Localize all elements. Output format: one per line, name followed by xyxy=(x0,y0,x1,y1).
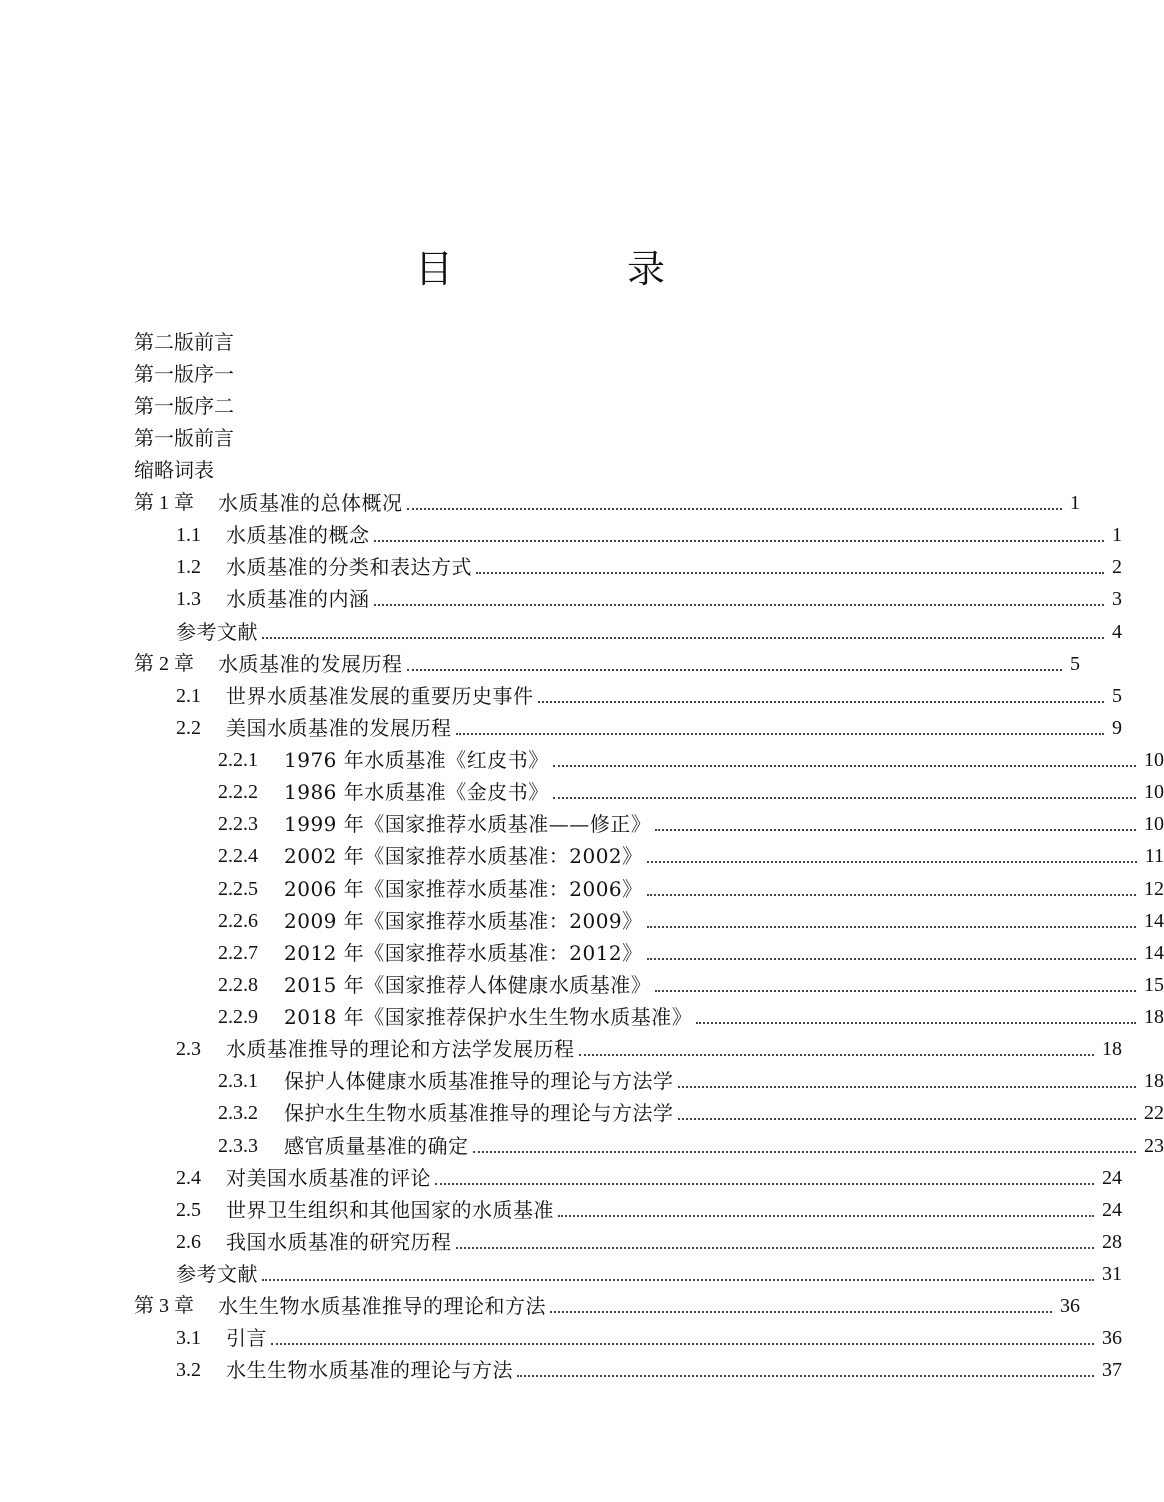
toc-dot-leader xyxy=(550,1311,1052,1313)
toc-page-number: 5 xyxy=(1070,652,1080,675)
front-matter-item[interactable]: 第一版前言 xyxy=(134,426,234,450)
front-matter-item[interactable]: 第一版序一 xyxy=(134,362,234,386)
toc-subsection-entry[interactable] xyxy=(0,808,1164,840)
toc-entry-number: 2.3.3 xyxy=(218,1134,258,1157)
toc-entry-title: 引言 xyxy=(226,1326,267,1351)
toc-subsection-entry[interactable] xyxy=(0,1130,1164,1162)
toc-entry-title: 对美国水质基准的评论 xyxy=(226,1165,431,1190)
toc-dot-leader xyxy=(647,894,1136,896)
toc-entry-title: 2015 年《国家推荐人体健康水质基准》 xyxy=(284,972,652,997)
toc-page-number: 28 xyxy=(1102,1230,1122,1253)
toc-chapter-entry[interactable] xyxy=(0,487,1080,519)
toc-entry-number: 第 1 章 xyxy=(134,492,194,515)
toc-section-entry[interactable] xyxy=(0,1354,1122,1386)
toc-entry-number: 第 3 章 xyxy=(134,1295,194,1318)
toc-section-entry[interactable] xyxy=(0,583,1122,615)
toc-entry-title: 保护水生生物水质基准推导的理论与方法学 xyxy=(284,1101,674,1126)
page-title: 目 录 xyxy=(414,247,733,291)
toc-dot-leader xyxy=(407,669,1063,671)
toc-dot-leader xyxy=(271,1343,1094,1345)
toc-entry-title: 水质基准的内涵 xyxy=(226,587,370,612)
toc-entry-number: 1.2 xyxy=(176,556,201,579)
toc-entry-title: 2009 年《国家推荐水质基准：2009》 xyxy=(284,908,643,933)
front-matter-item[interactable]: 第一版序二 xyxy=(134,394,234,418)
toc-section-entry[interactable] xyxy=(0,712,1122,744)
toc-dot-leader xyxy=(558,1215,1094,1217)
toc-subsection-entry[interactable] xyxy=(0,937,1164,969)
toc-entry-number: 2.5 xyxy=(176,1198,201,1221)
toc-entry-number: 3.2 xyxy=(176,1359,201,1382)
toc-entry-title: 世界水质基准发展的重要历史事件 xyxy=(226,683,534,708)
toc-entry-title: 水质基准的总体概况 xyxy=(218,491,403,516)
toc-section-entry[interactable] xyxy=(0,680,1122,712)
toc-entry-number: 2.1 xyxy=(176,684,201,707)
toc-page-number: 23 xyxy=(1144,1134,1164,1157)
toc-entry-number: 2.2.1 xyxy=(218,749,258,772)
toc-dot-leader xyxy=(517,1375,1094,1377)
toc-dot-leader xyxy=(553,797,1136,799)
toc-dot-leader xyxy=(456,733,1105,735)
toc-dot-leader xyxy=(579,1054,1095,1056)
toc-dot-leader xyxy=(374,540,1105,542)
toc-entry-title: 我国水质基准的研究历程 xyxy=(226,1229,452,1254)
toc-entry-title: 1999 年《国家推荐水质基准——修正》 xyxy=(284,812,652,837)
front-matter-item[interactable]: 缩略词表 xyxy=(134,458,214,482)
toc-entry-number: 2.2.5 xyxy=(218,877,258,900)
toc-chapter-entry[interactable] xyxy=(0,648,1080,680)
toc-page-number: 1 xyxy=(1112,524,1122,547)
toc-section-entry[interactable] xyxy=(0,1162,1122,1194)
toc-dot-leader xyxy=(435,1183,1094,1185)
toc-entry-title: 2002 年《国家推荐水质基准：2002》 xyxy=(284,844,643,869)
toc-entry-number: 2.2.2 xyxy=(218,781,258,804)
toc-entry-title: 感官质量基准的确定 xyxy=(284,1133,469,1158)
toc-dot-leader xyxy=(647,958,1136,960)
toc-subsection-entry[interactable] xyxy=(0,905,1164,937)
toc-entry-title: 世界卫生组织和其他国家的水质基准 xyxy=(226,1197,554,1222)
toc-section-entry[interactable] xyxy=(0,519,1122,551)
toc-page-number: 22 xyxy=(1144,1102,1164,1125)
toc-entry-title: 1976 年水质基准《红皮书》 xyxy=(284,748,549,773)
toc-section-entry[interactable] xyxy=(0,1322,1122,1354)
toc-section-entry[interactable] xyxy=(0,1258,1122,1290)
toc-entry-title: 水质基准推导的理论和方法学发展历程 xyxy=(226,1037,575,1062)
toc-page-number: 37 xyxy=(1102,1359,1122,1382)
toc-page-number: 31 xyxy=(1102,1263,1122,1286)
toc-subsection-entry[interactable] xyxy=(0,1065,1164,1097)
toc-entry-number: 1.3 xyxy=(176,588,201,611)
toc-subsection-entry[interactable] xyxy=(0,840,1164,872)
toc-dot-leader xyxy=(647,861,1137,863)
toc-page-number: 18 xyxy=(1102,1038,1122,1061)
toc-entry-title: 2012 年《国家推荐水质基准：2012》 xyxy=(284,940,643,965)
toc-page-number: 9 xyxy=(1112,716,1122,739)
toc-entry-number: 2.2 xyxy=(176,716,201,739)
toc-entry-title: 参考文献 xyxy=(176,619,258,644)
toc-subsection-entry[interactable] xyxy=(0,1097,1164,1129)
toc-dot-leader xyxy=(696,1022,1136,1024)
toc-entry-title: 2018 年《国家推荐保护水生生物水质基准》 xyxy=(284,1005,693,1030)
toc-entry-number: 2.2.8 xyxy=(218,973,258,996)
toc-subsection-entry[interactable] xyxy=(0,776,1164,808)
toc-dot-leader xyxy=(538,701,1105,703)
toc-dot-leader xyxy=(473,1151,1137,1153)
toc-section-entry[interactable] xyxy=(0,1226,1122,1258)
toc-entry-number: 2.2.7 xyxy=(218,941,258,964)
toc-dot-leader xyxy=(374,604,1105,606)
toc-page-number: 14 xyxy=(1144,941,1164,964)
toc-entry-number: 2.4 xyxy=(176,1166,201,1189)
toc-entry-number: 2.2.4 xyxy=(218,845,258,868)
toc-dot-leader xyxy=(407,508,1063,510)
toc-dot-leader xyxy=(553,765,1136,767)
toc-page-number: 3 xyxy=(1112,588,1122,611)
toc-page-number: 36 xyxy=(1102,1327,1122,1350)
toc-chapter-entry[interactable] xyxy=(0,1290,1080,1322)
toc-entry-number: 2.2.6 xyxy=(218,909,258,932)
toc-entry-title: 参考文献 xyxy=(176,1262,258,1287)
toc-page-number: 15 xyxy=(1144,973,1164,996)
toc-entry-number: 2.2.3 xyxy=(218,813,258,836)
toc-page-number: 10 xyxy=(1144,781,1164,804)
toc-dot-leader xyxy=(262,637,1104,639)
toc-section-entry[interactable] xyxy=(0,1033,1122,1065)
toc-entry-title: 水生生物水质基准推导的理论和方法 xyxy=(218,1294,546,1319)
front-matter-item[interactable]: 第二版前言 xyxy=(134,330,234,354)
toc-section-entry[interactable] xyxy=(0,616,1122,648)
toc-page-number: 14 xyxy=(1144,909,1164,932)
toc-entry-number: 第 2 章 xyxy=(134,652,194,675)
toc-dot-leader xyxy=(476,572,1104,574)
toc-page-number: 18 xyxy=(1144,1070,1164,1093)
toc-entry-number: 2.3 xyxy=(176,1038,201,1061)
toc-entry-title: 保护人体健康水质基准推导的理论与方法学 xyxy=(284,1069,674,1094)
toc-entry-number: 2.2.9 xyxy=(218,1006,258,1029)
table-of-contents xyxy=(0,487,1164,1387)
toc-dot-leader xyxy=(678,1118,1137,1120)
toc-page-number: 18 xyxy=(1144,1006,1164,1029)
toc-entry-number: 3.1 xyxy=(176,1327,201,1350)
toc-entry-title: 1986 年水质基准《金皮书》 xyxy=(284,780,549,805)
toc-subsection-entry[interactable] xyxy=(0,1001,1164,1033)
toc-entry-title: 水质基准的概念 xyxy=(226,523,370,548)
toc-page-number: 36 xyxy=(1060,1295,1080,1318)
toc-dot-leader xyxy=(678,1086,1137,1088)
toc-entry-title: 水质基准的分类和表达方式 xyxy=(226,555,472,580)
toc-subsection-entry[interactable] xyxy=(0,969,1164,1001)
toc-page-number: 1 xyxy=(1070,492,1080,515)
toc-page-number: 12 xyxy=(1144,877,1164,900)
toc-dot-leader xyxy=(262,1279,1094,1281)
toc-page-number: 10 xyxy=(1144,749,1164,772)
toc-entry-title: 美国水质基准的发展历程 xyxy=(226,715,452,740)
toc-page-number: 2 xyxy=(1112,556,1122,579)
toc-section-entry[interactable] xyxy=(0,1194,1122,1226)
toc-page-number: 5 xyxy=(1112,684,1122,707)
toc-dot-leader xyxy=(456,1247,1095,1249)
front-matter-list xyxy=(134,326,954,486)
toc-entry-number: 2.6 xyxy=(176,1230,201,1253)
toc-section-entry[interactable] xyxy=(0,551,1122,583)
toc-dot-leader xyxy=(655,829,1136,831)
toc-page-number: 11 xyxy=(1144,845,1164,868)
toc-entry-number: 1.1 xyxy=(176,524,201,547)
toc-page-number: 10 xyxy=(1144,813,1164,836)
toc-entry-number: 2.3.2 xyxy=(218,1102,258,1125)
toc-page-number: 24 xyxy=(1102,1198,1122,1221)
toc-page-number: 24 xyxy=(1102,1166,1122,1189)
toc-subsection-entry[interactable] xyxy=(0,873,1164,905)
toc-dot-leader xyxy=(647,926,1136,928)
toc-entry-number: 2.3.1 xyxy=(218,1070,258,1093)
toc-subsection-entry[interactable] xyxy=(0,744,1164,776)
toc-entry-title: 水生生物水质基准的理论与方法 xyxy=(226,1358,513,1383)
toc-entry-title: 水质基准的发展历程 xyxy=(218,651,403,676)
toc-entry-title: 2006 年《国家推荐水质基准：2006》 xyxy=(284,876,643,901)
toc-dot-leader xyxy=(655,990,1136,992)
toc-page-number: 4 xyxy=(1112,620,1122,643)
